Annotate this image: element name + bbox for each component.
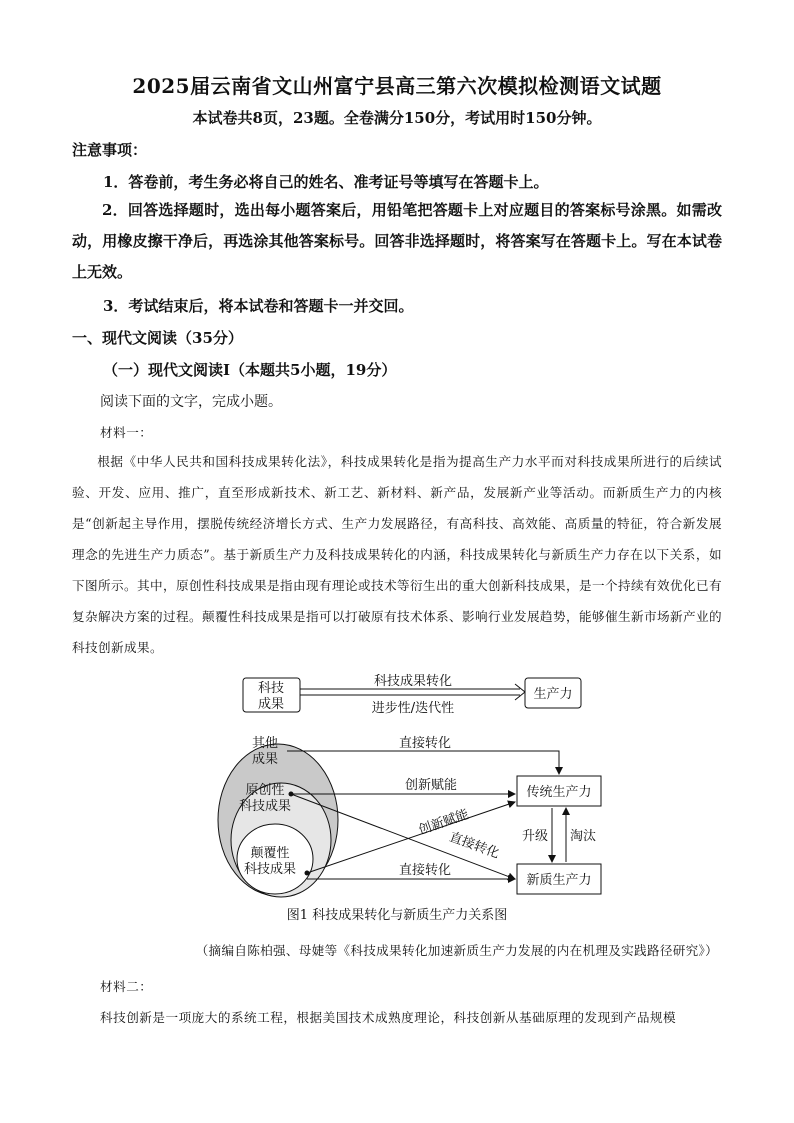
subsection-heading: （一）现代文阅读Ⅰ（本题共5小题，19分） [103,361,397,379]
inner-circle-line1: 颠覆性 [250,846,290,861]
notice-item-3: 3．考试结束后，将本试卷和答题卡一并交回。 [103,297,414,315]
reading-instruction: 阅读下面的文字，完成小题。 [100,394,282,410]
source-note: （摘编自陈柏强、母婕等《科技成果转化加速新质生产力发展的内在机理及实践路径研究》） [195,943,718,958]
label-direct-2: 直接转化 [447,829,502,862]
label-eliminate: 淘汰 [569,829,597,844]
exam-subtitle: 本试卷共8页，23题。全卷满分150分，考试用时150分钟。 [192,109,602,127]
notice-item-1: 1．答卷前，考生务必将自己的姓名、准考证号等填写在答题卡上。 [103,173,549,191]
material-1-text: 根据《中华人民共和国科技成果转化法》，科技成果转化是指为提高生产力水平而对科技成果所进行的后续试验、开发、应用、推广，直至形成新技术、新工艺、新材料、新产品，发展新产业等活动。而新质生产力的内核是“创新起主导作用，摆脱传统经济增长方式、生产力发展路径，有高科技、高效能、高质量的特征，符合新发展理念的先进生产力质态”。基于新质生产力及科技成果转化的内涵，科技成果转化与新质生产力存在以下关系，如下图所示。其中，原创性科技成果是指由现有理论或技术等衍生出的重大创新科技成果，是一个持续有效优化已有复杂解决方案的过程。颠覆性科技成果是指可以打破原有技术体系、影响行业发展趋势，能够催生新市场新产业的科技创新成果。 [72,454,722,655]
box-tech-result-line2: 成果 [257,697,285,712]
label-direct-3: 直接转化 [398,863,452,878]
arrow-top-label: 科技成果转化 [373,674,453,689]
label-direct-1: 直接转化 [398,736,452,751]
middle-circle-line2: 科技成果 [238,799,292,814]
relationship-diagram [215,668,615,900]
figure-caption: 图1 科技成果转化与新质生产力关系图 [286,908,508,923]
middle-circle-line1: 原创性 [245,783,285,798]
arrow-bottom-label: 进步性/迭代性 [371,701,455,716]
outer-circle-line1: 其他 [251,736,279,751]
material-2-label: 材料二： [100,979,153,994]
notice-heading: 注意事项： [72,141,148,159]
label-innovation-2: 创新赋能 [416,807,471,839]
material-2-text: 科技创新是一项庞大的系统工程，根据美国技术成熟度理论，科技创新从基础原理的发现到产品规模 [100,1010,677,1025]
inner-circle-line2: 科技成果 [243,862,297,877]
label-upgrade: 升级 [521,829,549,844]
label-innovation-1: 创新赋能 [404,778,458,793]
notice-item-2: 2．回答选择题时，选出每小题答案后，用铅笔把答题卡上对应题目的答案标号涂黑。如需改动，用橡皮擦干净后，再选涂其他答案标号。回答非选择题时，将答案写在答题卡上。写在本试卷上无效。 [72,201,722,281]
box-new-quality-label: 新质生产力 [526,873,592,888]
section-heading: 一、现代文阅读（35分） [72,329,243,347]
box-traditional-label: 传统生产力 [526,785,592,800]
material-1-label: 材料一： [100,425,153,440]
outer-circle-line2: 成果 [251,752,279,767]
exam-title: 2025届云南省文山州富宁县高三第六次模拟检测语文试题 [132,74,662,98]
box-tech-result-line1: 科技 [257,681,285,696]
box-productivity-label: 生产力 [533,687,573,702]
